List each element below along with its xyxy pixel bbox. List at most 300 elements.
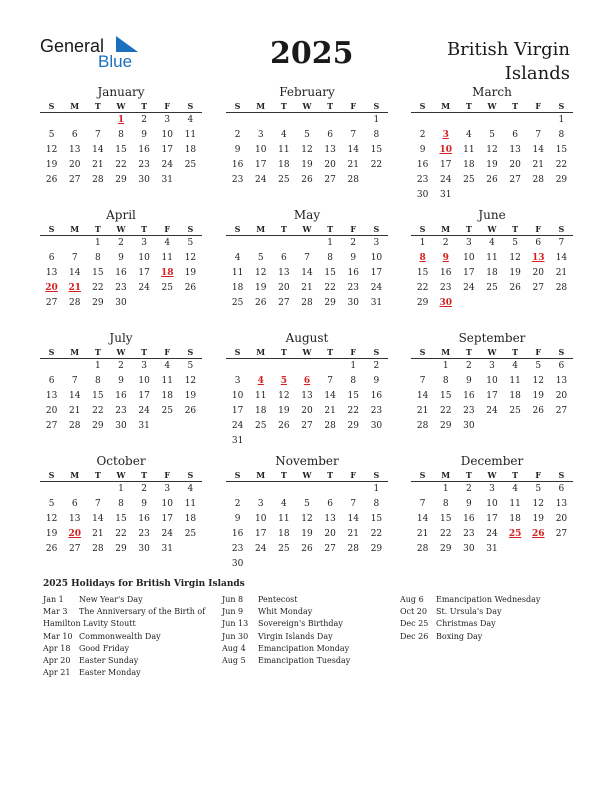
day-cell: 27	[278, 298, 290, 308]
day-cell: 18	[161, 391, 173, 401]
day-cell: 2	[141, 484, 147, 494]
holiday-date: Jun 30	[222, 631, 249, 641]
holiday-date: Aug 5	[222, 655, 246, 665]
weekday-label: W	[302, 101, 312, 111]
day-cell: 26	[184, 406, 197, 416]
day-cell: 11	[161, 253, 173, 263]
weekday-label: T	[465, 224, 472, 234]
day-cell: 6	[280, 253, 287, 263]
day-cell: 24	[161, 160, 173, 170]
day-cell: 3	[141, 238, 147, 248]
day-cell: 7	[327, 376, 333, 386]
day-cell: 12	[532, 499, 544, 509]
day-cell: 19	[532, 391, 544, 401]
empty-cell	[295, 113, 318, 128]
weekday-label: S	[48, 470, 55, 480]
day-cell: 5	[535, 484, 542, 494]
day-cell: 29	[370, 544, 383, 554]
month-name: February	[279, 85, 335, 99]
day-cell: 22	[347, 406, 359, 416]
day-cell: 22	[370, 160, 383, 170]
day-cell: 15	[555, 145, 568, 155]
day-cell: 21	[416, 406, 429, 416]
day-cell: 3	[164, 115, 171, 125]
weekday-label: T	[94, 101, 101, 111]
day-cell: 17	[254, 160, 267, 170]
day-cell: 17	[439, 160, 452, 170]
holiday-day-cell: 13	[532, 253, 545, 263]
holidays-column-2	[222, 594, 397, 667]
day-cell: 6	[71, 130, 78, 140]
weekday-label: M	[70, 224, 80, 234]
day-cell: 6	[48, 253, 55, 263]
day-cell: 5	[512, 238, 518, 248]
day-cell: 11	[486, 253, 498, 263]
holiday-name: Christmas Day	[436, 619, 496, 629]
weekday-label: W	[302, 470, 312, 480]
logo-text-general: General	[40, 36, 105, 56]
day-cell: 28	[347, 175, 359, 185]
month-may	[226, 207, 388, 311]
day-cell: 30	[370, 421, 383, 431]
day-cell: 13	[68, 145, 81, 155]
day-cell: 11	[463, 145, 475, 155]
day-cell: 23	[138, 160, 150, 170]
day-cell: 26	[45, 175, 58, 185]
day-cell: 28	[68, 298, 81, 308]
weekday-header	[40, 223, 202, 236]
weekday-label: S	[187, 470, 194, 480]
day-cell: 12	[45, 145, 58, 155]
day-cell: 8	[442, 376, 449, 386]
day-cell: 29	[439, 421, 452, 431]
holiday-day-cell: 25	[508, 529, 522, 539]
holidays-column-1	[43, 594, 218, 679]
day-cell: 28	[324, 421, 336, 431]
holiday-name: Emancipation Monday	[258, 643, 350, 653]
day-cell: 24	[138, 406, 150, 416]
weekday-label: S	[187, 224, 194, 234]
empty-cell	[411, 359, 434, 374]
day-cell: 30	[115, 298, 127, 308]
day-cell: 20	[45, 406, 58, 416]
day-cell: 22	[115, 160, 127, 170]
day-cell: 12	[509, 253, 521, 263]
holiday-row	[400, 594, 575, 606]
holiday-date: Jun 9	[222, 607, 244, 617]
holiday-row	[43, 594, 218, 606]
day-cell: 11	[509, 376, 521, 386]
day-cell: 17	[231, 406, 244, 416]
empty-cell	[63, 236, 86, 251]
holiday-date: Apr 20	[43, 655, 71, 665]
weekday-label: M	[256, 224, 266, 234]
day-cell: 11	[254, 391, 267, 401]
day-cell: 15	[439, 514, 452, 524]
day-cell: 18	[254, 406, 267, 416]
day-cell: 17	[463, 268, 475, 278]
day-cell: 4	[280, 499, 287, 509]
day-cell: 9	[234, 145, 241, 155]
day-cell: 15	[324, 268, 336, 278]
day-cell: 5	[304, 499, 310, 509]
weekday-label: F	[535, 470, 542, 480]
day-cell: 10	[486, 376, 498, 386]
day-cell: 18	[184, 145, 197, 155]
day-cell: 15	[439, 391, 452, 401]
day-cell: 18	[184, 514, 197, 524]
day-cell: 4	[187, 115, 194, 125]
day-grid	[40, 359, 202, 434]
day-cell: 22	[324, 283, 336, 293]
weekday-label: F	[350, 347, 357, 357]
day-cell: 2	[141, 115, 147, 125]
day-cell: 13	[324, 145, 336, 155]
month-september	[411, 330, 573, 434]
month-name: October	[96, 454, 146, 468]
day-cell: 28	[301, 298, 313, 308]
day-cell: 29	[347, 421, 359, 431]
day-cell: 6	[327, 130, 333, 140]
day-cell: 4	[512, 361, 518, 371]
weekday-label: S	[419, 101, 426, 111]
empty-cell	[86, 482, 109, 497]
day-cell: 25	[161, 283, 173, 293]
empty-cell	[527, 113, 550, 128]
day-cell: 22	[115, 529, 127, 539]
day-cell: 9	[141, 130, 147, 140]
holiday-name: Easter Monday	[79, 668, 141, 678]
day-cell: 25	[509, 406, 521, 416]
day-cell: 11	[509, 499, 521, 509]
month-august	[226, 330, 388, 449]
day-cell: 28	[416, 421, 429, 431]
weekday-label: T	[94, 470, 101, 480]
day-cell: 1	[558, 115, 565, 125]
empty-cell	[63, 359, 86, 374]
weekday-label: T	[512, 224, 519, 234]
day-cell: 10	[138, 253, 150, 263]
day-cell: 6	[48, 376, 55, 386]
day-cell: 2	[234, 499, 241, 509]
day-cell: 28	[555, 283, 568, 293]
weekday-label: W	[116, 224, 126, 234]
day-cell: 10	[161, 130, 173, 140]
weekday-label: T	[327, 101, 334, 111]
day-grid	[40, 113, 202, 188]
day-cell: 18	[509, 391, 521, 401]
day-cell: 7	[94, 499, 101, 509]
weekday-header	[40, 469, 202, 482]
day-cell: 23	[463, 406, 475, 416]
weekday-label: T	[327, 224, 334, 234]
day-cell: 30	[138, 175, 150, 185]
empty-cell	[272, 113, 295, 128]
day-cell: 18	[278, 160, 290, 170]
weekday-label: F	[164, 470, 171, 480]
day-grid	[40, 236, 202, 311]
holiday-name: Boxing Day	[436, 631, 483, 641]
day-cell: 26	[509, 283, 521, 293]
empty-cell	[411, 113, 434, 128]
empty-cell	[272, 482, 295, 497]
day-cell: 20	[532, 268, 544, 278]
holiday-name: Pentecost	[258, 595, 298, 604]
holiday-day-cell: 8	[419, 253, 426, 263]
day-cell: 30	[463, 421, 475, 431]
day-cell: 8	[558, 130, 565, 140]
day-cell: 24	[138, 283, 150, 293]
holiday-date: Aug 4	[222, 643, 246, 653]
day-cell: 17	[254, 529, 267, 539]
day-cell: 5	[48, 499, 55, 509]
day-grid	[411, 113, 573, 203]
weekday-label: F	[350, 224, 357, 234]
holiday-name: Easter Sunday	[79, 655, 139, 665]
holiday-name-continued: Hamilton Lavity Stoutt	[43, 619, 136, 629]
day-grid	[40, 482, 202, 557]
day-cell: 7	[558, 238, 565, 248]
day-cell: 10	[138, 376, 150, 386]
day-cell: 25	[278, 544, 290, 554]
day-cell: 19	[486, 160, 498, 170]
day-cell: 11	[184, 130, 197, 140]
day-cell: 8	[118, 499, 124, 509]
day-cell: 8	[94, 253, 101, 263]
day-cell: 2	[118, 361, 124, 371]
day-cell: 14	[68, 268, 81, 278]
day-cell: 31	[138, 421, 150, 431]
day-cell: 10	[254, 145, 267, 155]
empty-cell	[272, 359, 295, 374]
day-cell: 14	[532, 145, 544, 155]
weekday-label: S	[373, 470, 380, 480]
day-cell: 30	[231, 559, 244, 569]
weekday-label: M	[256, 347, 266, 357]
day-cell: 6	[535, 238, 542, 248]
holiday-date: Apr 21	[43, 668, 71, 678]
day-cell: 3	[489, 484, 495, 494]
weekday-label: W	[116, 101, 126, 111]
month-name: August	[285, 331, 329, 345]
day-cell: 2	[465, 361, 472, 371]
day-cell: 6	[512, 130, 518, 140]
day-cell: 17	[138, 268, 150, 278]
empty-cell	[40, 236, 63, 251]
day-cell: 7	[419, 499, 426, 509]
day-cell: 4	[512, 484, 518, 494]
day-cell: 2	[118, 238, 124, 248]
holiday-row	[43, 643, 218, 655]
day-cell: 8	[94, 376, 101, 386]
day-cell: 6	[558, 484, 565, 494]
weekday-label: M	[441, 347, 451, 357]
day-cell: 13	[45, 391, 58, 401]
day-cell: 17	[486, 514, 498, 524]
day-cell: 12	[184, 253, 197, 263]
day-cell: 10	[370, 253, 383, 263]
day-cell: 14	[68, 391, 81, 401]
day-cell: 21	[301, 283, 313, 293]
weekday-label: F	[535, 224, 542, 234]
day-cell: 14	[347, 514, 359, 524]
day-cell: 26	[301, 544, 313, 554]
weekday-label: S	[373, 347, 380, 357]
day-cell: 24	[254, 175, 267, 185]
holiday-row	[43, 631, 218, 643]
day-cell: 24	[231, 421, 244, 431]
day-cell: 26	[532, 406, 544, 416]
day-cell: 7	[71, 253, 78, 263]
day-cell: 12	[184, 376, 197, 386]
month-july	[40, 330, 202, 434]
day-cell: 21	[347, 160, 359, 170]
day-cell: 22	[370, 529, 383, 539]
day-cell: 9	[373, 376, 380, 386]
day-cell: 1	[94, 361, 101, 371]
day-cell: 30	[347, 298, 359, 308]
empty-cell	[226, 236, 249, 251]
empty-cell	[226, 113, 249, 128]
holiday-date: Jan 1	[43, 595, 64, 604]
holiday-name: Emancipation Tuesday	[258, 655, 351, 665]
day-cell: 14	[301, 268, 313, 278]
day-cell: 1	[327, 238, 333, 248]
day-cell: 21	[68, 406, 81, 416]
holiday-date: Mar 3	[43, 607, 68, 617]
holiday-row	[222, 606, 397, 618]
day-cell: 26	[301, 175, 313, 185]
weekday-label: T	[465, 347, 472, 357]
day-cell: 28	[347, 544, 359, 554]
day-cell: 12	[278, 391, 290, 401]
day-cell: 27	[68, 544, 81, 554]
day-cell: 29	[416, 298, 429, 308]
day-cell: 9	[419, 145, 426, 155]
weekday-label: S	[234, 470, 241, 480]
day-cell: 3	[234, 376, 241, 386]
weekday-header	[40, 346, 202, 359]
empty-cell	[319, 113, 342, 128]
day-cell: 14	[347, 145, 359, 155]
weekday-label: T	[327, 347, 334, 357]
weekday-label: F	[164, 347, 171, 357]
weekday-label: T	[141, 101, 148, 111]
day-cell: 30	[463, 544, 475, 554]
day-cell: 3	[489, 361, 495, 371]
day-cell: 5	[489, 130, 495, 140]
day-cell: 19	[278, 406, 290, 416]
day-cell: 19	[532, 514, 544, 524]
day-cell: 24	[254, 544, 267, 554]
day-cell: 27	[45, 421, 58, 431]
day-cell: 18	[509, 514, 521, 524]
day-cell: 23	[115, 406, 127, 416]
month-october	[40, 453, 202, 557]
day-cell: 29	[115, 544, 127, 554]
day-cell: 11	[278, 145, 290, 155]
day-cell: 16	[439, 268, 452, 278]
day-cell: 7	[71, 376, 78, 386]
day-cell: 17	[161, 514, 173, 524]
day-cell: 3	[257, 499, 264, 509]
month-january	[40, 84, 202, 188]
day-cell: 3	[141, 361, 147, 371]
holiday-row	[222, 643, 397, 655]
empty-cell	[249, 236, 272, 251]
day-cell: 15	[92, 391, 104, 401]
weekday-label: T	[141, 347, 148, 357]
day-cell: 16	[416, 160, 429, 170]
day-cell: 9	[234, 514, 241, 524]
weekday-label: T	[327, 470, 334, 480]
day-grid	[226, 113, 388, 188]
day-cell: 25	[231, 298, 244, 308]
day-cell: 21	[324, 406, 336, 416]
day-cell: 5	[187, 361, 194, 371]
weekday-label: W	[116, 347, 126, 357]
day-cell: 7	[535, 130, 542, 140]
day-cell: 2	[234, 130, 241, 140]
weekday-label: T	[512, 101, 519, 111]
day-cell: 16	[115, 268, 127, 278]
day-cell: 26	[278, 421, 290, 431]
day-cell: 8	[350, 376, 357, 386]
day-cell: 29	[115, 175, 127, 185]
weekday-label: S	[187, 101, 194, 111]
day-cell: 25	[463, 175, 475, 185]
weekday-label: S	[558, 101, 565, 111]
empty-cell	[249, 482, 272, 497]
weekday-label: T	[280, 101, 287, 111]
day-cell: 23	[416, 175, 429, 185]
weekday-label: S	[234, 347, 241, 357]
day-cell: 11	[184, 499, 197, 509]
country-title-line2: Islands	[504, 63, 570, 84]
day-cell: 27	[324, 175, 336, 185]
empty-cell	[40, 113, 63, 128]
day-cell: 9	[465, 376, 472, 386]
day-cell: 14	[416, 391, 429, 401]
weekday-label: S	[373, 224, 380, 234]
holiday-name: Good Friday	[79, 643, 130, 653]
day-cell: 13	[509, 145, 521, 155]
holiday-date: Aug 6	[400, 595, 424, 604]
day-cell: 27	[509, 175, 521, 185]
holiday-day-cell: 6	[303, 376, 311, 386]
day-cell: 12	[301, 514, 313, 524]
day-cell: 19	[254, 283, 267, 293]
day-cell: 20	[278, 283, 290, 293]
day-cell: 23	[370, 406, 383, 416]
day-cell: 14	[324, 391, 336, 401]
day-cell: 26	[184, 283, 197, 293]
weekday-label: S	[558, 470, 565, 480]
day-cell: 16	[115, 391, 127, 401]
day-cell: 16	[370, 391, 383, 401]
day-cell: 26	[254, 298, 267, 308]
day-grid	[411, 482, 573, 557]
day-cell: 30	[115, 421, 127, 431]
day-cell: 4	[234, 253, 241, 263]
weekday-label: T	[141, 470, 148, 480]
day-cell: 15	[370, 145, 383, 155]
day-cell: 20	[509, 160, 521, 170]
holiday-row	[43, 667, 218, 679]
holiday-name: Sovereign's Birthday	[258, 619, 343, 629]
holiday-name: The Anniversary of the Birth of	[79, 607, 206, 617]
day-cell: 6	[327, 499, 333, 509]
